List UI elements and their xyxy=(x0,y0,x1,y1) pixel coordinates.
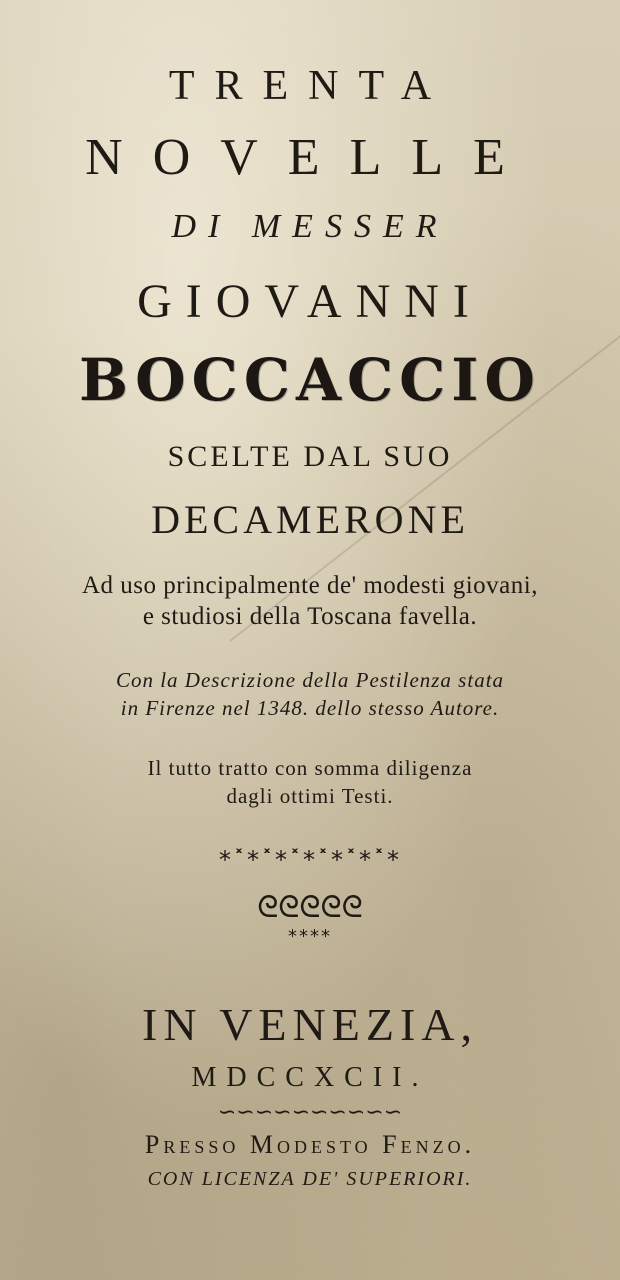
decorative-rule: ∽∽∽∽∽∽∽∽∽∽ xyxy=(217,1100,403,1125)
title-line-novelle: NOVELLE xyxy=(85,129,535,186)
swirl-ornament-row: ᘓᘓᘓᘓᘓ xyxy=(257,890,363,925)
small-star-ornament-row: **** xyxy=(288,926,332,947)
work-title-decamerone: DECAMERONE xyxy=(151,497,469,542)
imprint-printer: Presso Modesto Fenzo. xyxy=(144,1130,476,1159)
author-surname: BOCCACCIO xyxy=(79,346,541,414)
subtitle-line-1: Ad uso principalmente de' modesti giovani, xyxy=(82,572,538,599)
imprint-place: IN VENEZIA, xyxy=(142,999,478,1050)
title-line-scelte: SCELTE DAL SUO xyxy=(167,440,453,473)
title-line-trenta: TRENTA xyxy=(168,63,452,109)
imprint-year: MDCCXCII. xyxy=(191,1062,429,1093)
note-line-1: Il tutto tratto con somma diligenza xyxy=(147,756,473,780)
author-first-name: GIOVANNI xyxy=(137,275,483,328)
description-line-1: Con la Descrizione della Pestilenza stata xyxy=(115,668,505,692)
description-line-2: in Firenze nel 1348. dello stesso Autore. xyxy=(120,696,500,720)
star-ornament-row: *˟*˟*˟*˟*˟*˟* xyxy=(219,846,401,874)
note-line-2: dagli ottimi Testi. xyxy=(226,784,394,808)
subtitle-line-2: e studiosi della Toscana favella. xyxy=(142,603,478,630)
imprint-license: CON LICENZA DE' SUPERIORI. xyxy=(147,1168,473,1190)
title-line-di-messer: DI MESSER xyxy=(171,208,449,245)
